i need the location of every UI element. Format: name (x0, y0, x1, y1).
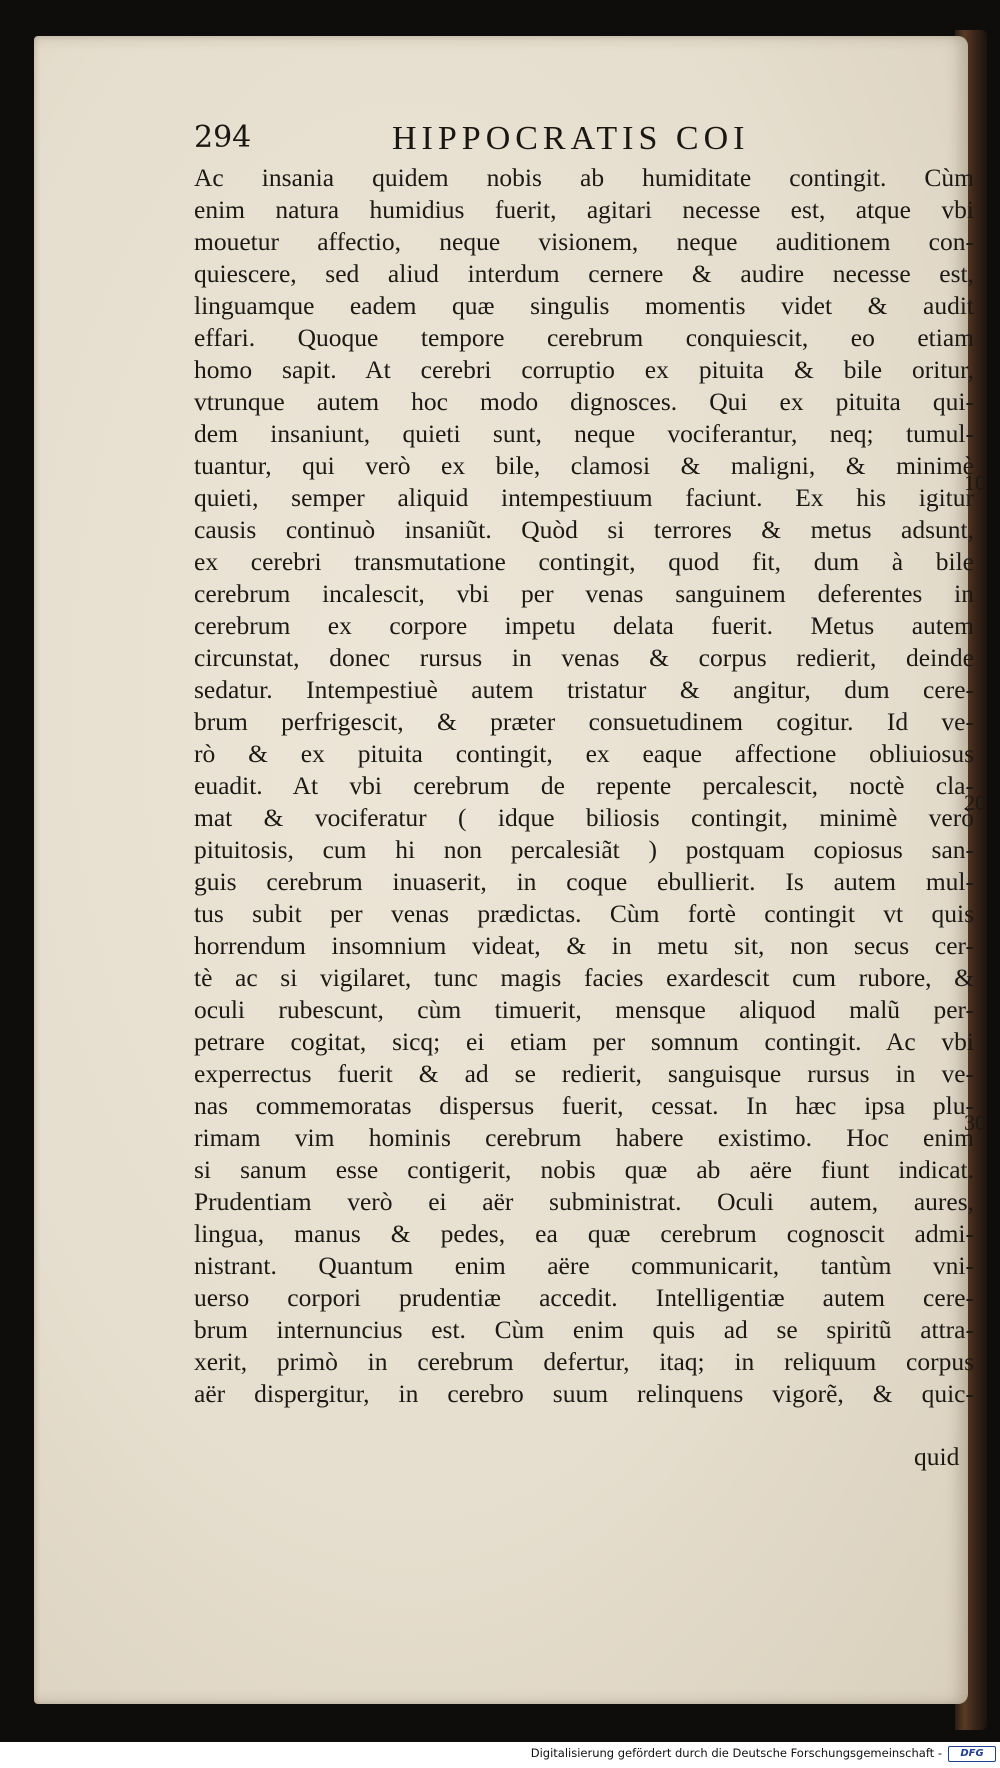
text-line: uerso corpori prudentiæ accedit. Intelligentiæ autem cere- (194, 1283, 974, 1312)
line-number-30: 30 (964, 1110, 986, 1135)
text-line: brum perfrigescit, & præter consuetudinem cogitur. Id ve- (194, 707, 974, 736)
text-line: tè ac si vigilaret, tunc magis facies exardescit cum rubore, & (194, 963, 974, 992)
text-line: vtrunque autem hoc modo dignosces. Qui ex pituita qui- (194, 387, 974, 416)
text-line: nistrant. Quantum enim aëre communicarit, tantùm vni- (194, 1251, 974, 1280)
text-line: lingua, manus & pedes, ea quæ cerebrum cognoscit admi- (194, 1219, 974, 1248)
text-line: euadit. At vbi cerebrum de repente percalescit, noctè cla- (194, 771, 974, 800)
text-line: effari. Quoque tempore cerebrum conquiescit, eo etiam (194, 323, 974, 352)
text-line: rò & ex pituita contingit, ex eaque affectione obliuiosus (194, 739, 974, 768)
text-line: petrare cogitat, sicq; ei etiam per somnum contingit. Ac vbi (194, 1027, 974, 1056)
line-number-10: 10 (964, 470, 986, 495)
text-line: linguamque eadem quæ singulis momentis videt & audit (194, 291, 974, 320)
text-line: quieti, semper aliquid intempestiuum faciunt. Ex his igitur (194, 483, 974, 512)
text-line: rimam vim hominis cerebrum habere existimo. Hoc enim (194, 1123, 974, 1152)
footer-bar (0, 1742, 1000, 1768)
text-line: homo sapit. At cerebri corruptio ex pituita & bile oritur, (194, 355, 974, 384)
text-line: Prudentiam verò ei aër subministrat. Oculi autem, aures, (194, 1187, 974, 1216)
text-line: enim natura humidius fuerit, agitari necesse est, atque vbi (194, 195, 974, 224)
text-line: si sanum esse contigerit, nobis quæ ab aëre fiunt indicat. (194, 1155, 974, 1184)
text-line: Ac insania quidem nobis ab humiditate contingit. Cùm (194, 163, 974, 192)
text-line: sedatur. Intempestiuè autem tristatur & angitur, dum cere- (194, 675, 974, 704)
text-line: guis cerebrum inuaserit, in coque ebullierit. Is autem mul- (194, 867, 974, 896)
text-line: ex cerebri transmutatione contingit, quod fit, dum à bile (194, 547, 974, 576)
text-line: tuantur, qui verò ex bile, clamosi & maligni, & minimè (194, 451, 974, 480)
text-line: mat & vociferatur ( idque biliosis contingit, minimè verò (194, 803, 974, 832)
text-line: xerit, primò in cerebrum defertur, itaq; in reliquum corpus (194, 1347, 974, 1376)
line-number-20: 20 (964, 790, 986, 815)
catchword: quid (914, 1442, 960, 1471)
book-page (34, 36, 986, 1704)
text-line: nas commemoratas dispersus fuerit, cessat. In hæc ipsa plu- (194, 1091, 974, 1120)
text-line: pituitosis, cum hi non percalesiãt ) postquam copiosus san- (194, 835, 974, 864)
text-line: cerebrum incalescit, vbi per venas sanguinem deferentes in (194, 579, 974, 608)
text-line: circunstat, donec rursus in venas & corpus redierit, deinde (194, 643, 974, 672)
text-line: tus subit per venas prædictas. Cùm fortè contingit vt quis (194, 899, 974, 928)
text-line: quiescere, sed aliud interdum cernere & audire necesse est, (194, 259, 974, 288)
text-line: mouetur affectio, neque visionem, neque auditionem con- (194, 227, 974, 256)
dfg-logo-icon: DFG (948, 1746, 996, 1762)
text-line: dem insaniunt, quieti sunt, neque vociferantur, neq; tumul- (194, 419, 974, 448)
text-line: horrendum insomnium videat, & in metu sit, non secus cer- (194, 931, 974, 960)
text-line: cerebrum ex corpore impetu delata fuerit. Metus autem (194, 611, 974, 640)
text-line: brum internuncius est. Cùm enim quis ad se spiritũ attra- (194, 1315, 974, 1344)
page-header (34, 120, 968, 160)
page-number: 294 (194, 120, 252, 155)
text-line: experrectus fuerit & ad se redierit, sanguisque rursus in ve- (194, 1059, 974, 1088)
body-text (194, 162, 974, 1410)
text-line: causis continuò insaniũt. Quòd si terrores & metus adsunt, (194, 515, 974, 544)
funding-notice: Digitalisierung gefördert durch die Deutsche Forschungsgemeinschaft - (530, 1746, 942, 1760)
running-head: HIPPOCRATIS COI (392, 120, 750, 157)
text-line: oculi rubescunt, cùm timuerit, mensque aliquod malũ per- (194, 995, 974, 1024)
text-line: aër dispergitur, in cerebro suum relinquens vigorẽ, & quic- (194, 1379, 974, 1408)
